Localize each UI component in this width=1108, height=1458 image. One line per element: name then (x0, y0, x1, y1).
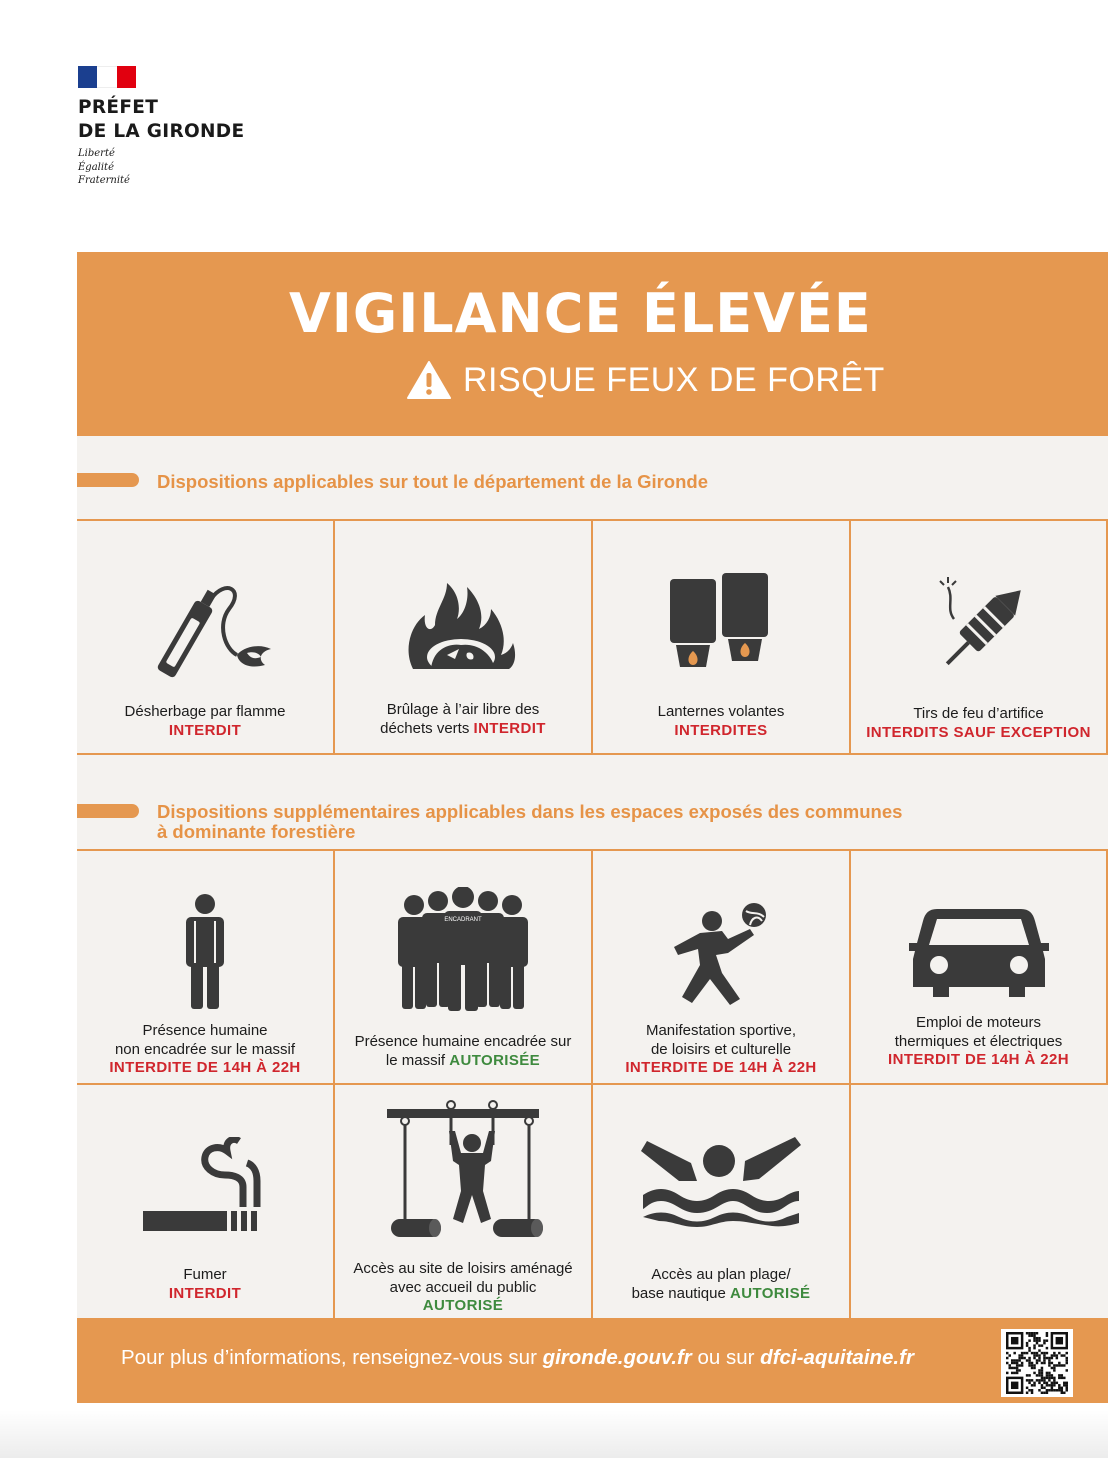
flame-weeding-label: Désherbage par flamme INTERDIT (81, 703, 329, 740)
status-badge: INTERDITES (674, 721, 768, 739)
vigilance-title: VIGILANCE ÉLEVÉE (289, 282, 872, 345)
supervised-presence-label: Présence humaine encadrée sur le massif AUTORISÉE (354, 1033, 572, 1069)
engines-label: Emploi de moteurs thermiques et électriques INTERDIT DE 14H À 22H (855, 1014, 1102, 1070)
motto-fraternite: Fraternité (78, 175, 130, 186)
rule-sports-events (593, 849, 851, 1085)
section-1-grid (77, 519, 1108, 755)
rule-unsupervised-presence (77, 849, 335, 1085)
vigilance-banner (77, 252, 1108, 436)
burning-waste-icon (335, 569, 591, 679)
fireworks-label: Tirs de feu d’artifice INTERDITS SAUF EXCEPTION (855, 705, 1102, 742)
status-badge: INTERDITE DE 14H À 22H (625, 1059, 817, 1076)
dfci-link[interactable]: dfci-aquitaine.fr (760, 1346, 914, 1369)
section-2-bar (77, 804, 139, 818)
encadrant-label: ENCADRANT (444, 917, 482, 923)
firework-rocket-icon (851, 575, 1106, 675)
unsupervised-presence-label: Présence humaine non encadrée sur le massif INTERDITE DE 14H À 22H (81, 1022, 329, 1078)
risk-subtitle-text: RISQUE FEUX DE FORÊT (463, 360, 885, 399)
motto-liberte: Liberté (78, 148, 115, 159)
smoking-label: Fumer INTERDIT (81, 1266, 329, 1303)
leisure-site-label: Accès au site de loisirs aménagé avec accueil du public AUTORISÉ (339, 1260, 587, 1316)
flame-weeder-icon (77, 579, 333, 689)
prefet-line-2: DE LA GIRONDE (78, 121, 245, 142)
info-footer (77, 1320, 1108, 1403)
section-2-grid (77, 849, 1108, 1320)
rule-beach-access (593, 1085, 851, 1320)
status-badge: AUTORISÉE (449, 1051, 541, 1069)
ropes-course-icon (335, 1095, 591, 1247)
sky-lanterns-icon (593, 573, 849, 673)
beach-access-label: Accès au plan plage/ base nautique AUTORISÉ (631, 1266, 811, 1302)
prefecture-name (78, 96, 244, 144)
person-icon (77, 893, 333, 1013)
poster (77, 252, 1108, 1403)
rule-smoking (77, 1085, 335, 1320)
volleyball-player-icon (593, 899, 849, 1009)
section-1-bar (77, 473, 139, 487)
rule-supervised-presence (335, 849, 593, 1085)
gironde-link[interactable]: gironde.gouv.fr (542, 1346, 692, 1369)
warning-icon (407, 360, 451, 400)
footer-text: Pour plus d’informations, renseignez-vous sur gironde.gouv.fr ou sur dfci-aquitaine.fr (121, 1346, 914, 1369)
motto-egalite: Égalité (78, 161, 114, 173)
qr-code-pattern-icon (1004, 1332, 1070, 1394)
green-waste-burning-label: Brûlage à l’air libre des déchets verts INTERDIT (380, 701, 546, 737)
rule-engines (851, 849, 1108, 1085)
status-badge: INTERDIT (168, 1284, 242, 1302)
section-2-title: Dispositions supplémentaires applicables dans les espaces exposés des communes à dominante forestière (157, 801, 903, 842)
rule-sky-lanterns (593, 519, 851, 755)
page-fold-shadow (0, 1410, 1108, 1458)
status-badge: AUTORISÉ (422, 1297, 504, 1314)
risk-subtitle (407, 360, 885, 400)
marianne-flag-icon (78, 66, 136, 88)
rule-leisure-site (335, 1085, 593, 1320)
prefet-line-1: PRÉFET (78, 97, 159, 118)
cigarette-icon (77, 1137, 333, 1233)
status-badge: INTERDITE DE 14H À 22H (109, 1059, 301, 1076)
status-badge: INTERDITS SAUF EXCEPTION (866, 723, 1091, 741)
section-1-title: Dispositions applicables sur tout le département de la Gironde (157, 471, 708, 492)
republic-motto (78, 147, 130, 188)
status-badge: AUTORISÉ (729, 1284, 811, 1302)
car-icon (851, 903, 1106, 1003)
empty-cell (851, 1085, 1108, 1320)
sky-lanterns-label: Lanternes volantes INTERDITES (597, 703, 845, 740)
status-badge: INTERDIT (473, 719, 546, 737)
rule-flame-weeding (77, 519, 335, 755)
sports-events-label: Manifestation sportive, de loisirs et culturelle INTERDITE DE 14H À 22H (597, 1022, 845, 1078)
status-badge: INTERDIT (168, 721, 242, 739)
supervised-group-icon (335, 887, 591, 1013)
status-badge: INTERDIT DE 14H À 22H (888, 1051, 1069, 1068)
rule-fireworks (851, 519, 1108, 755)
qr-code[interactable] (1001, 1329, 1073, 1397)
swimmer-icon (593, 1137, 849, 1227)
rule-green-waste-burning (335, 519, 593, 755)
